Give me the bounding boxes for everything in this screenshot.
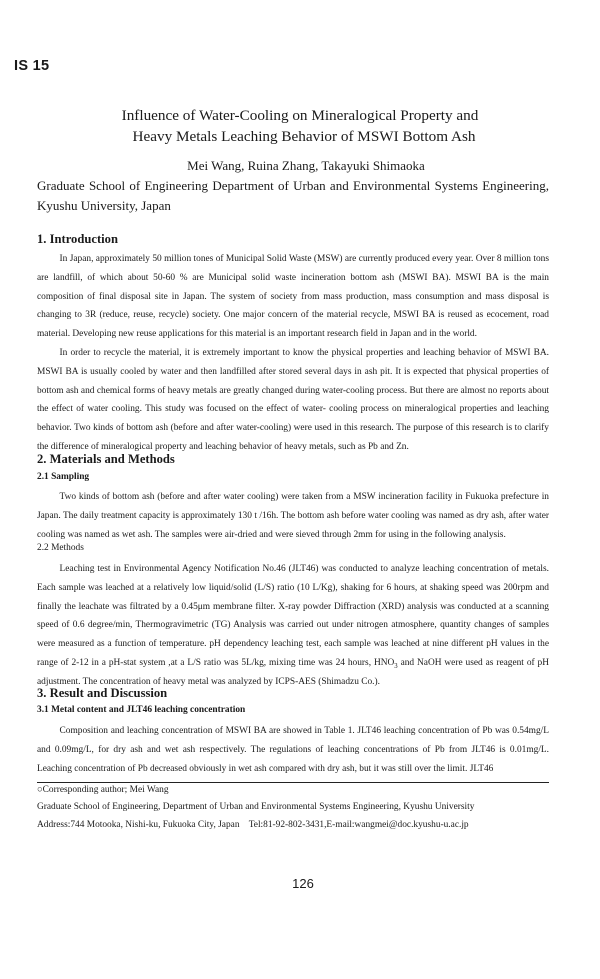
paper-title — [60, 105, 540, 147]
footnote-corresponding-author: ○Corresponding author; Mei Wang — [37, 785, 169, 795]
sampling-heading: 2.1 Sampling — [37, 472, 90, 482]
results-subheading: 3.1 Metal content and JLT46 leaching concentration — [37, 705, 246, 715]
footnote-school: Graduate School of Engineering, Department of Urban and Environmental Systems Engineering, Kyushu University — [37, 802, 475, 812]
methods-subheading: 2.2 Methods — [37, 543, 84, 553]
introduction-paragraph-2: In order to recycle the material, it is extremely important to know the physical properties and leaching behavior of MSWI BA. MSWI BA is usually cooled by water and then landfilled after stored several days in ash pit. It is expected that physical properties of bottom ash and chemical forms of heavy metals are greatly changed during water-cooling process. But there are almost no reports about the effect of water cooling. This study was focused on the effect of water- cooling process on mineralogical properties and leaching behavior. Two kinds of bottom ash (before and after water-cooling) were used in this research. The purpose of this research is to clarify the difference of mineralogical property and leaching behavior of heavy metals, such as Pb and Zn. — [37, 347, 549, 452]
methods-text-a: Leaching test in Environmental Agency Notification No.46 (JLT46) was conducted to analyze leaching concentration of metals. Each sample was leached at a relatively low liquid/solid (L/S) ratio (10 L/Kg), shaking for 6 hours, at shaking speed was 200rpm and finally the leachate was filtrated by a 0.45μm membrane filter. X-ray powder Diffraction (XRD) analysis was conducted at a scanning speed of 0.6 degree/min, Thermogravimetric (TG) Analysis was carried out under nitrogen atmosphere, quantity changes of samples were measured as a function of temperature. pH dependency leaching test, each sample was leached at nine different pH values in the range of 2-12 in a pH-stat system ,at a L/S ratio was 5L/kg, mixing time was 24 hours, HNO — [37, 564, 549, 668]
sampling-body — [37, 488, 549, 544]
author-list: Mei Wang, Ruina Zhang, Takayuki Shimaoka — [187, 158, 425, 173]
title-line-2: Heavy Metals Leaching Behavior of MSWI Bottom Ash — [132, 128, 476, 145]
results-paragraph: Composition and leaching concentration of MSWI BA are showed in Table 1. JLT46 leaching concentration of Pb was 0.54mg/L and 0.09mg/L, for dry ash and wet ash respectively. The regulations of leaching concentrations of Pb from JLT46 is 0.01mg/L. Leaching concentration of Pb decreased obviously in wet ash compared with dry ash, but it was still over the limit. JLT46 — [37, 726, 549, 774]
methods-heading: 2. Materials and Methods — [37, 452, 175, 466]
title-line-1: Influence of Water-Cooling on Mineralogical Property and — [121, 107, 479, 124]
sampling-paragraph: Two kinds of bottom ash (before and after water cooling) were taken from a MSW incineration facility in Fukuoka prefecture in Japan. The daily treatment capacity is approximately 130 t /16h. The bottom ash before water cooling was named as dry ash, after water cooling was named as wet ash. The samples were air-dried and were sieved through 2mm for using in the following analysis. — [37, 492, 549, 540]
introduction-body — [37, 250, 549, 457]
methods-body — [37, 560, 549, 692]
methods-paragraph — [37, 560, 549, 692]
results-heading: 3. Result and Discussion — [37, 686, 168, 700]
author-affiliation: Graduate School of Engineering Department of Urban and Environmental Systems Engineering, Kyushu University, Japan — [37, 178, 549, 213]
results-body — [37, 722, 549, 778]
nitrate-subscript: 3 — [394, 662, 398, 670]
introduction-heading: 1. Introduction — [37, 232, 118, 246]
footnote-divider — [37, 782, 549, 783]
methods-text-b: and NaOH were used as reagent of pH adjustment. The concentration of heavy metal was analyzed by ICPS-AES (Shimadzu Co.). — [37, 657, 550, 687]
page-number: 126 — [292, 876, 314, 891]
session-code: IS 15 — [14, 58, 50, 74]
footnote-address: Address:744 Motooka, Nishi-ku, Fukuoka City, Japan Tel:81-92-802-3431,E-mail:wangmei@doc.kyushu-u.ac.jp — [37, 820, 469, 830]
introduction-paragraph-1: In Japan, approximately 50 million tones of Municipal Solid Waste (MSW) are currently produced every year. Over 8 million tons are landfill, of which about 50-60 % are Municipal solid waste incineration bottom ash (MSWI BA). MSWI BA is the main composition of final disposal site in Japan. The system of society from mass production, mass consumption and mass disposal is changing to 3R (reduce, reuse, recycle) society. One major concern of the material recycle, MSWI BA is reused as ecocement, road material. Developing new reuse applications for this material is an important research field in Japan and in the world. — [37, 254, 549, 340]
